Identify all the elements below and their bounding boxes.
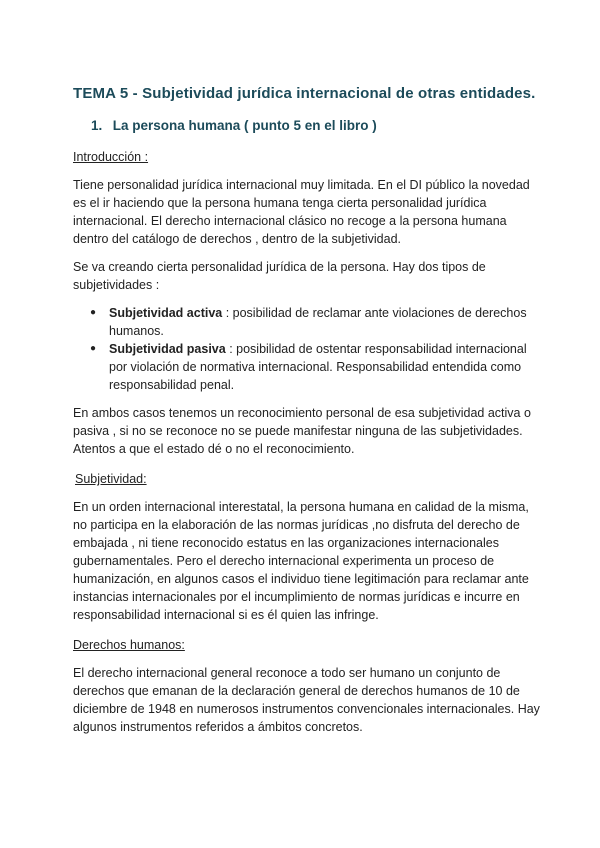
list-item-active <box>73 304 540 340</box>
subjectivity-paragraph: En un orden internacional interestatal, la persona humana en calidad de la misma, no participa en la elaboración de las normas jurídicas ,no disfruta del derecho de embajada , ni tiene reconocido estatus en las organizaciones internacionales gubernamentales. Pero el derecho internacional experimenta un proceso de humanización, en algunos casos el individuo tiene legitimación para reclamar ante instancias internacionales por el incumplimiento de normas jurídicas e incurre en responsabilidad internacional si es él quien las infringe. <box>73 500 529 622</box>
term-passive: Subjetividad pasiva <box>109 342 226 356</box>
document-title: TEMA 5 - Subjetividad jurídica internacional de otras entidades. <box>73 85 536 102</box>
intro-paragraph-1: Tiene personalidad jurídica internacional muy limitada. En el DI público la novedad es el ir haciendo que la persona humana tenga cierta personalidad jurídica internacional. El derecho internacional clásico no recoge a la persona humana dentro del catálogo de derechos , dentro de la subjetividad. <box>73 178 530 246</box>
bullet-icon: ● <box>90 307 97 318</box>
human-rights-paragraph: El derecho internacional general reconoce a todo ser humano un conjunto de derechos que emanan de la declaración general de derechos humanos de 10 de diciembre de 1948 en numerosos instrumentos convencionales internacionales. Hay algunos instrumentos referidos a ámbitos concretos. <box>73 666 540 734</box>
intro-paragraph-2: Se va creando cierta personalidad jurídica de la persona. Hay dos tipos de subjetividades : <box>73 260 486 292</box>
intro-paragraph-3: En ambos casos tenemos un reconocimiento personal de esa subjetividad activa o pasiva , si no se reconoce no se puede manifestar ninguna de las subjetividades. Atentos a que el estado dé o no el reconocimiento. <box>73 406 531 456</box>
desc-active: : posibilidad de reclamar ante violaciones de derechos humanos. <box>109 306 527 338</box>
human-rights-heading: Derechos humanos: <box>73 638 185 652</box>
subjectivity-heading: Subjetividad: <box>75 472 147 486</box>
list-item-passive <box>73 340 540 394</box>
intro-heading: Introducción : <box>73 150 149 164</box>
section-number: 1. <box>91 118 103 133</box>
desc-passive: : posibilidad de ostentar responsabilidad internacional por violación de normativa internacional. Responsabilidad entendida como responsabilidad penal. <box>109 342 527 392</box>
bullet-icon: ● <box>90 343 97 354</box>
subjectivity-list <box>73 304 540 394</box>
section-heading <box>91 117 540 135</box>
section-title: La persona humana ( punto 5 en el libro ) <box>112 118 377 133</box>
term-active: Subjetividad activa <box>109 306 223 320</box>
